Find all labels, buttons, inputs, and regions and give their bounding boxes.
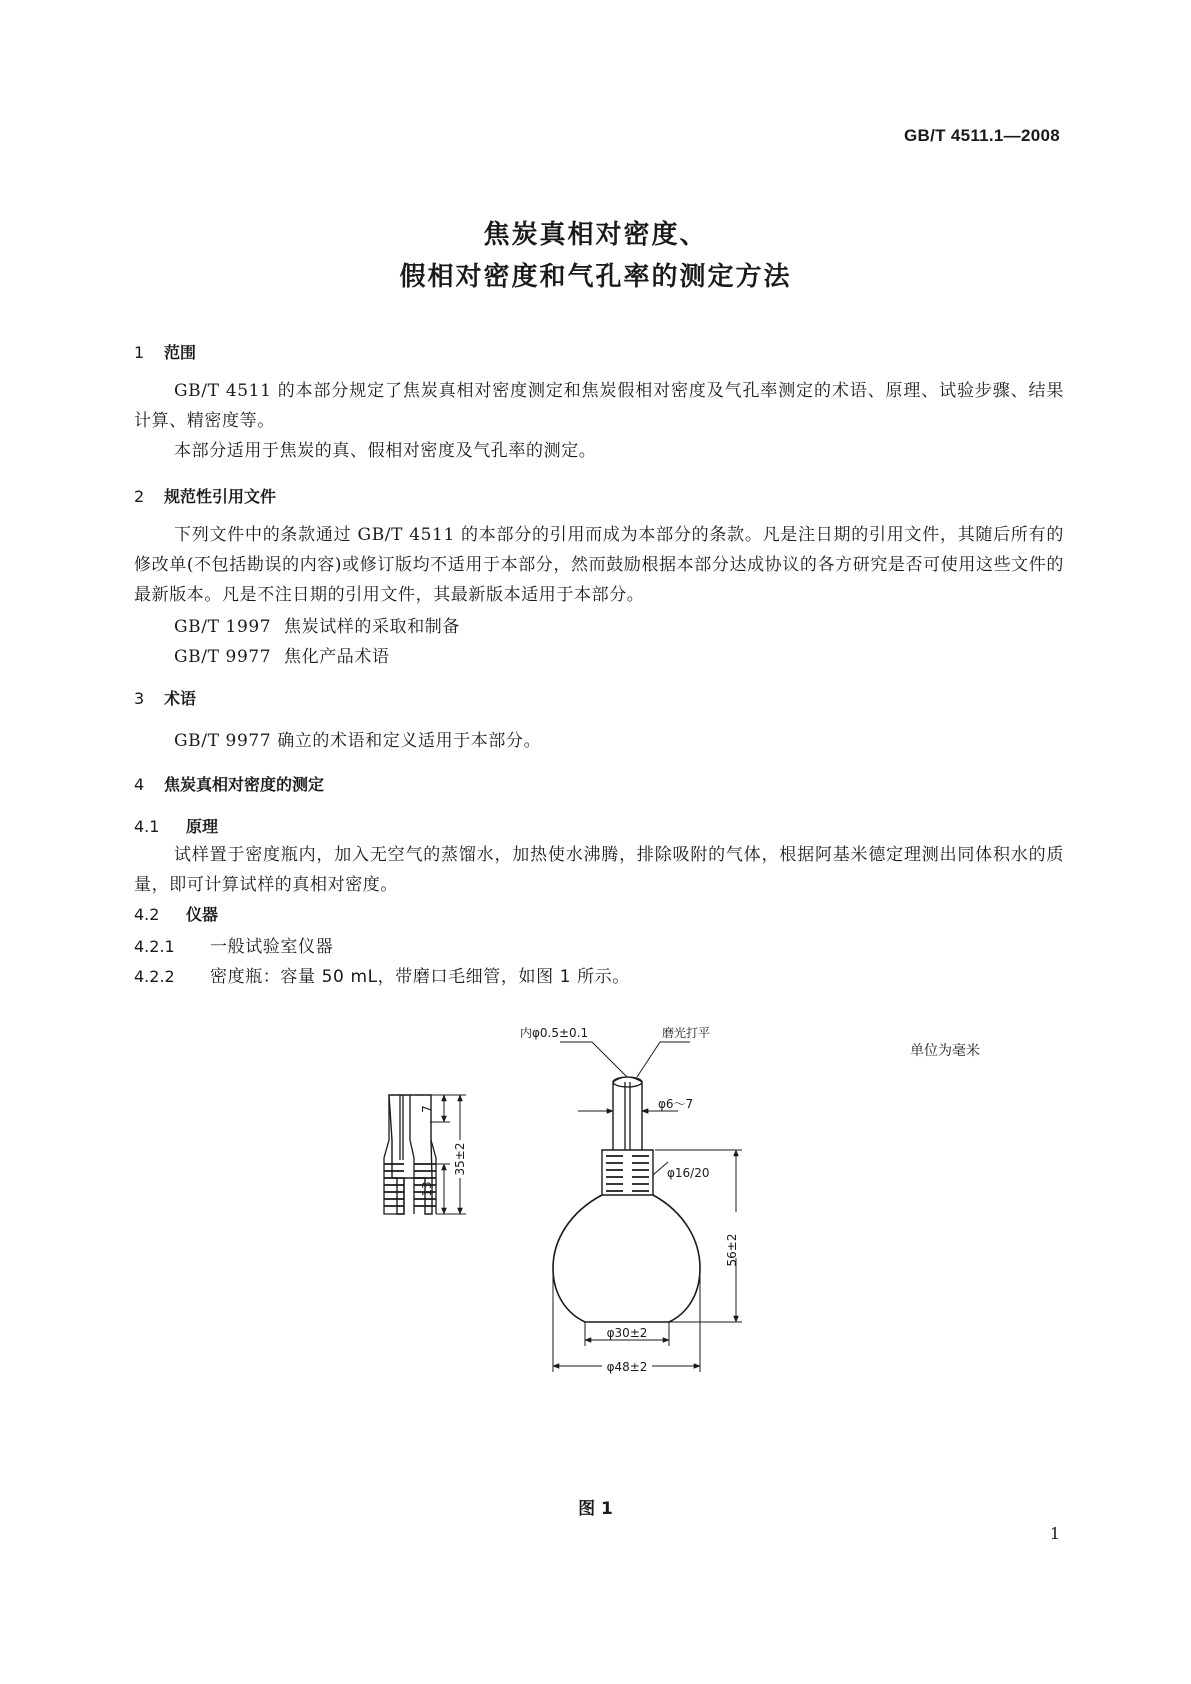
label-stopper-ground: 13 bbox=[420, 1181, 434, 1197]
section-3-paragraph-1: GB/T 9977 确立的术语和定义适用于本部分。 bbox=[174, 731, 542, 751]
reference-title: 焦化产品术语 bbox=[284, 647, 390, 667]
label-inner-diameter: 内φ0.5±0.1 bbox=[520, 1026, 589, 1040]
section-title: 原理 bbox=[186, 817, 219, 836]
section-1-paragraph-1: GB/T 4511 的本部分规定了焦炭真相对密度测定和焦炭假相对密度及气孔率测定的术语、原理、试验步骤、结果计算、精密度等。 bbox=[134, 381, 1064, 431]
section-number: 4.1 bbox=[134, 817, 160, 836]
subsection-number: 4.2.1 bbox=[134, 937, 175, 956]
subsection-number: 4.2.2 bbox=[134, 967, 175, 986]
label-base-diameter: φ30±2 bbox=[606, 1326, 648, 1340]
document-title-line1: 焦炭真相对密度、 bbox=[483, 220, 708, 250]
reference-code: GB/T 1997 bbox=[174, 617, 272, 637]
bottle-body bbox=[553, 1077, 700, 1322]
label-stopper-top: 7 bbox=[420, 1105, 434, 1113]
section-2-paragraph-1: 下列文件中的条款通过 GB/T 4511 的本部分的引用而成为本部分的条款。凡是注日期的引用文件，其随后所有的修改单(不包括勘误的内容)或修订版均不适用于本部分，然而鼓励根据本部分达成协议的各方研究是否可使用这些文件的最新版本。凡是不注日期的引用文件，其最新版本适用于本部分。 bbox=[134, 525, 1064, 605]
section-number: 4.2 bbox=[134, 905, 160, 924]
section-1-paragraph-2: 本部分适用于焦炭的真、假相对密度及气孔率的测定。 bbox=[174, 441, 597, 461]
subsection-text: 一般试验室仪器 bbox=[210, 937, 334, 957]
label-joint-size: φ16/20 bbox=[667, 1166, 710, 1180]
label-neck-diameter: φ6～7 bbox=[658, 1097, 694, 1111]
page-number: 1 bbox=[1049, 1524, 1060, 1543]
section-title: 仪器 bbox=[186, 905, 219, 924]
section-number: 3 bbox=[134, 689, 145, 708]
section-number: 1 bbox=[134, 343, 145, 362]
units-note: 单位为毫米 bbox=[910, 1043, 980, 1059]
standard-code: GB/T 4511.1—2008 bbox=[903, 126, 1060, 145]
section-number: 4 bbox=[134, 775, 145, 794]
section-title: 规范性引用文件 bbox=[164, 487, 277, 506]
reference-title: 焦炭试样的采取和制备 bbox=[284, 617, 460, 637]
label-polished: 磨光打平 bbox=[662, 1026, 711, 1040]
section-title: 范围 bbox=[164, 343, 197, 362]
label-height: 56±2 bbox=[725, 1233, 739, 1267]
label-stopper-length: 35±2 bbox=[453, 1142, 467, 1176]
label-bulb-diameter: φ48±2 bbox=[606, 1360, 648, 1374]
reference-code: GB/T 9977 bbox=[174, 647, 272, 667]
section-number: 2 bbox=[134, 487, 145, 506]
section-title: 术语 bbox=[164, 689, 197, 708]
figure-caption: 图 1 bbox=[578, 1499, 613, 1519]
subsection-text: 密度瓶：容量 50 mL，带磨口毛细管，如图 1 所示。 bbox=[210, 967, 630, 987]
section-4-1-paragraph: 试样置于密度瓶内，加入无空气的蒸馏水，加热使水沸腾，排除吸附的气体，根据阿基米德定理测出同体积水的质量，即可计算试样的真相对密度。 bbox=[134, 845, 1064, 895]
section-title: 焦炭真相对密度的测定 bbox=[164, 775, 325, 794]
document-title-line2: 假相对密度和气孔率的测定方法 bbox=[399, 262, 792, 292]
